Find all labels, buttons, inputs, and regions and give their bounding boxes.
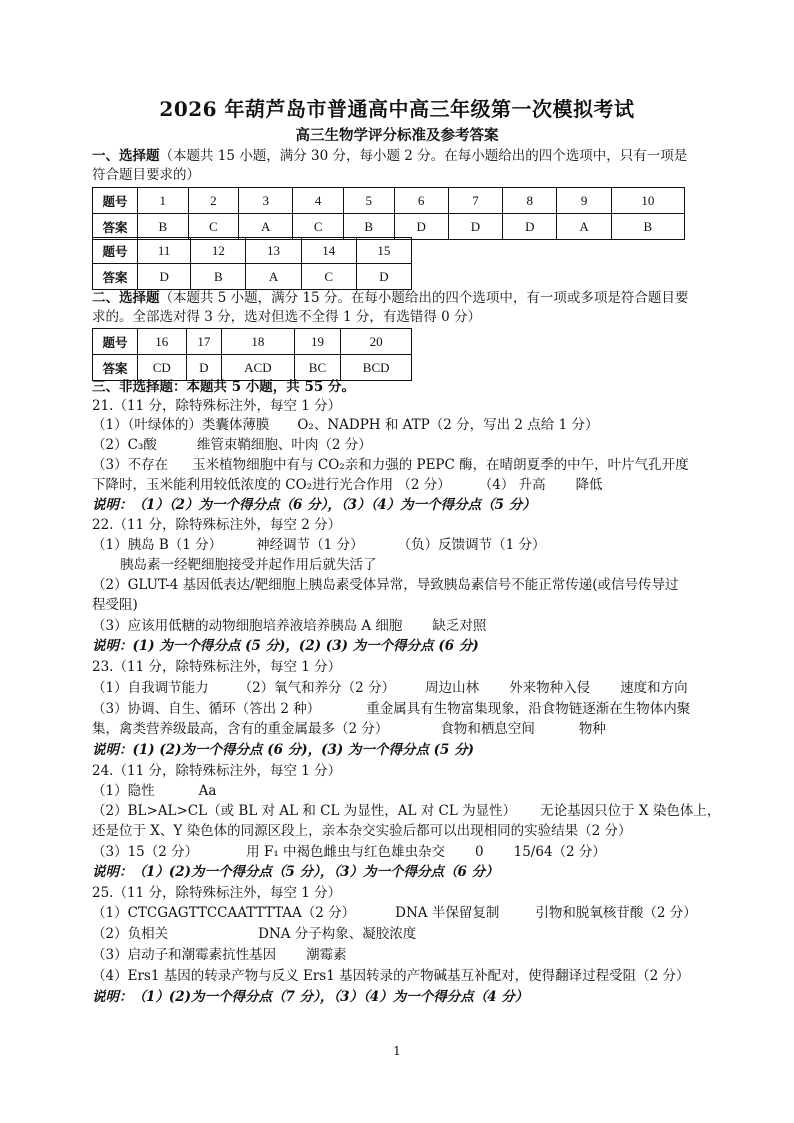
q21-line3: （3）不存在 玉米植物细胞中有与 CO₂亲和力强的 PEPC 酶，在晴朗夏季的中午，叶片气孔开度 [92,457,689,473]
q25-line1: （1）CTCGAGTTCCAATTTTAA（2 分） DNA 半保留复制 引物和脱氧核苷酸（2 分） [92,905,697,921]
q25-line2: （2）负相关 DNA 分子构象、凝胶浓度 [92,926,417,942]
q22-line5: （3）应该用低糖的动物细胞培养液培养胰岛 A 细胞 缺乏对照 [92,618,487,634]
q25-line3: （3）启动子和潮霉素抗性基因 潮霉素 [92,947,347,963]
q24-line2: （2）BL>AL>CL（或 BL 对 AL 和 CL 为显性，AL 对 CL 为显性） 无论基因只位于 X 染色体上， [92,803,721,819]
q23-note: 说明：(1) (2)为一个得分点 (6 分)，(3) 为一个得分点 (5 分) [92,742,475,758]
q21-line4: 下降时，玉米能利用较低浓度的 CO₂进行光合作用 （2 分） （4） 升高 降低 [92,477,603,493]
q24-note: 说明：（1）(2)为一个得分点（5 分），（3）为一个得分点（6 分） [92,864,499,880]
q23-line1: （1）自我调节能力 （2）氧气和养分（2 分） 周边山林 外来物种入侵 速度和方向 [92,680,688,696]
section1-heading: 一、选择题 [92,148,160,164]
q22-line3: （2）GLUT-4 基因低表达/靶细胞上胰岛素受体异常，导致胰岛素信号不能正常传递(或信号传导过 [92,577,679,593]
q25-head: 25.（11 分，除特殊标注外，每空 1 分） [92,885,342,901]
section2-desc: 二、选择题（本题共 5 小题，满分 15 分。在每小题给出的四个选项中，有一项或多项是符合题目要 [92,290,689,306]
q21-head: 21.（11 分，除特殊标注外，每空 1 分） [92,398,342,414]
table-row: 题号 16 17 18 19 20 [93,329,412,355]
q22-line2: 胰岛素一经靶细胞接受并起作用后就失活了 [120,557,377,573]
q22-head: 22.（11 分，除特殊标注外，每空 2 分） [92,517,342,533]
page-title: 2026 年葫芦岛市普通高中高三年级第一次模拟考试 [159,97,635,121]
section1-table-b [92,237,412,290]
q24-line1: （1）隐性 Aa [92,783,217,799]
section3-heading: 三、非选择题：本题共 5 小题，共 55 分。 [92,379,355,395]
q23-head: 23.（11 分，除特殊标注外，每空 1 分） [92,659,342,675]
section2-desc-2: 求的。全部选对得 3 分，选对但选不全得 1 分，有选错得 0 分） [92,309,482,325]
q21-line1: （1）（叶绿体的）类囊体薄膜 O₂、NADPH 和 ATP（2 分，写出 2 点给 1 分） [92,417,599,433]
table-row: 答案 D B A C D [93,264,412,290]
section2-table [92,328,412,381]
q23-line3: 集，禽类营养级最高，含有的重金属最多（2 分） 食物和栖息空间 物种 [92,721,606,737]
q25-note: 说明：（1）(2)为一个得分点（7 分），（3）（4）为一个得分点（4 分） [92,989,529,1005]
q22-line1: （1）胰岛 B（1 分） 神经调节（1 分） （负）反馈调节（1 分） [92,537,546,553]
q21-line2: （2）C₃酸 维管束鞘细胞、叶肉（2 分） [92,437,372,453]
q25-line4: （4）Ers1 基因的转录产物与反义 Ers1 基因转录的产物碱基互补配对，使得翻译过程受阻（2 分） [92,968,690,984]
page-number: 1 [393,1044,401,1058]
q22-note: 说明：(1) 为一个得分点 (5 分)，(2) (3) 为一个得分点 (6 分) [92,638,479,654]
page-subtitle: 高三生物学评分标准及参考答案 [295,127,499,144]
section1-desc-2: 符合题目要求的） [92,167,200,183]
table-row: 答案 CD D ACD BC BCD [93,355,412,381]
section1-table-a [92,187,685,240]
q21-note: 说明：（1）（2）为一个得分点（6 分），（3）（4）为一个得分点（5 分） [92,497,536,513]
q23-line2: （3）协调、自生、循环（答出 2 种） 重金属具有生物富集现象，沿食物链逐渐在生物体内聚 [92,701,691,717]
section2-heading: 二、选择题 [92,290,160,306]
section1-desc: 一、选择题（本题共 15 小题，满分 30 分，每小题 2 分。在每小题给出的四个选项中，只有一项是 [92,148,688,164]
table-row: 题号 1 2 3 4 5 6 7 8 9 10 [93,188,685,214]
q24-line4: （3）15（2 分） 用 F₁ 中褐色雌虫与红色雄虫杂交 0 15/64（2 分） [92,844,606,860]
q24-line3: 还是位于 X、Y 染色体的同源区段上，亲本杂交实验后都可以出现相同的实验结果（2 分） [92,823,632,839]
q24-head: 24.（11 分，除特殊标注外，每空 1 分） [92,763,342,779]
table-row: 题号 11 12 13 14 15 [93,238,412,264]
table-row: 答案 B C A C B D D D A B [93,214,685,240]
q22-line4: 程受阻) [92,597,138,613]
